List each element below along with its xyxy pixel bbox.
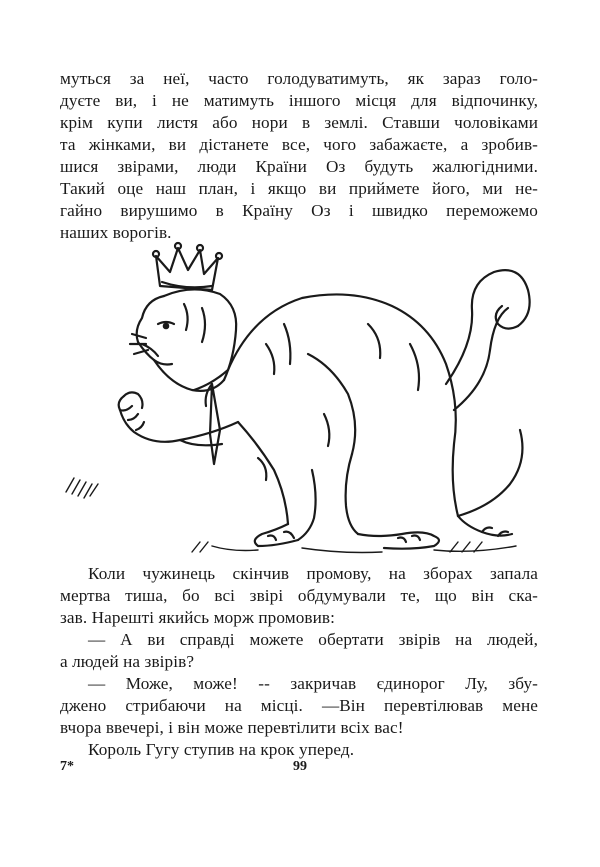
text-line: зав. Нарешті якийсь морж промовив: xyxy=(60,608,335,627)
text-line: дуєте ви, і не матимуть іншого місця для відпочинку, xyxy=(60,91,538,110)
text-line: — Може, може! -- закричав єдинорог Лу, збу- xyxy=(88,674,538,693)
text-line: — А ви справді можете обертати звірів на людей, xyxy=(88,630,538,649)
text-line: крім купи листя або нори в землі. Ставши чоловіками xyxy=(60,113,538,132)
raised-paw-icon xyxy=(119,392,238,445)
text-line: Такий оце наш план, і якщо ви приймете його, ми не- xyxy=(60,179,538,198)
text-line: Коли чужинець скінчив промову, на зборах запала xyxy=(88,564,538,583)
text-line: наших ворогів. xyxy=(60,223,172,242)
page-number: 99 xyxy=(293,759,307,774)
text-line: мертва тиша, бо всі звірі обдумували те, що він ска- xyxy=(60,586,538,605)
paragraph xyxy=(60,739,538,761)
paragraph-continuation xyxy=(60,68,538,244)
signature-mark: 7* xyxy=(60,759,74,774)
crowned-panther-illustration xyxy=(62,234,540,556)
text-line: Король Гугу ступив на крок уперед. xyxy=(88,740,355,759)
crown-icon xyxy=(153,243,222,290)
text-line: муться за неї, часто голодуватимуть, як зараз голо- xyxy=(60,69,538,88)
text-line: вчора ввечері, і він може перевтілити всіх вас! xyxy=(60,718,404,737)
panther-body-icon xyxy=(228,294,458,548)
text-line: та жінками, ви дістанете все, чого забажаєте, а зробив- xyxy=(60,135,538,154)
text-line: гайно вирушимо в Країну Оз і швидко переможемо xyxy=(60,201,538,220)
paragraph xyxy=(60,629,538,673)
hind-paw-icon xyxy=(458,516,512,536)
text-line: джено стрибаючи на місці. —Він перевтілював мене xyxy=(60,696,538,715)
collar-ribbon-icon xyxy=(194,370,228,464)
tail-icon xyxy=(446,270,530,516)
paragraph xyxy=(60,673,538,739)
text-line: а людей на звірів? xyxy=(60,652,195,671)
text-line: шися звірами, люди Країни Оз будуть жалюгідними. xyxy=(60,157,538,176)
paragraph xyxy=(60,563,538,629)
story-text xyxy=(60,563,538,761)
